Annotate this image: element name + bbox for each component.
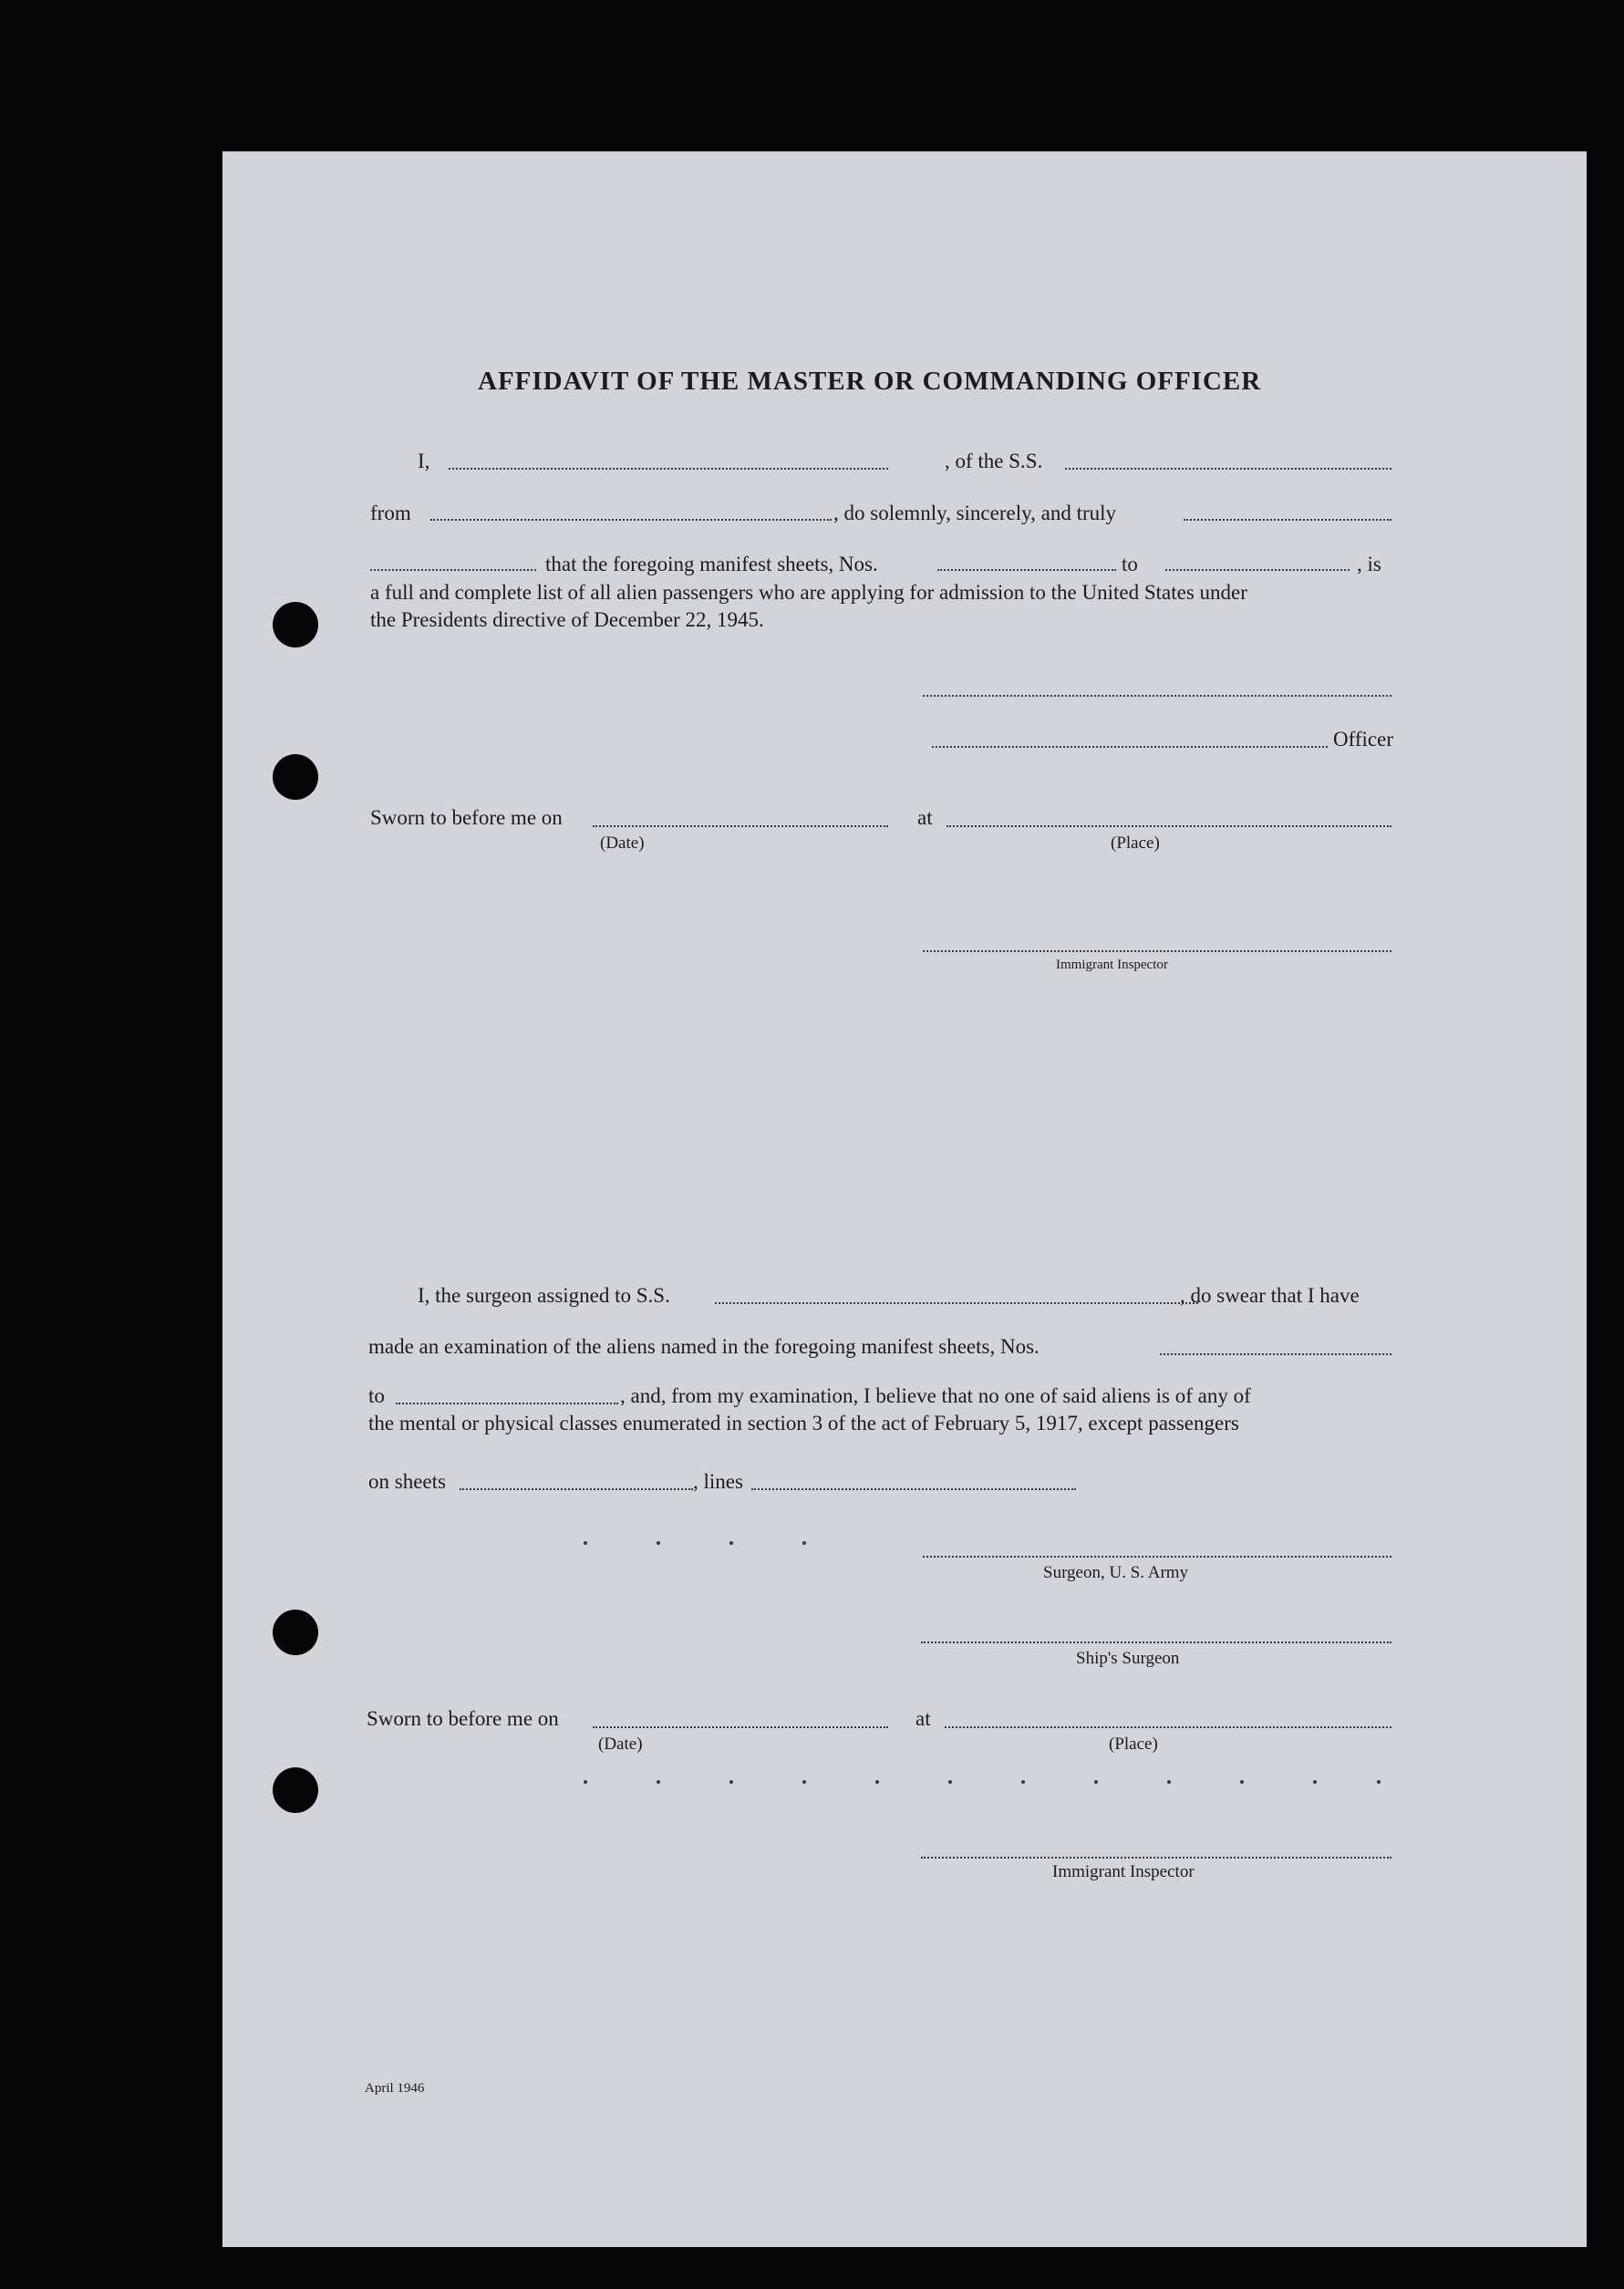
surgeon-inspector-line[interactable] bbox=[921, 1857, 1391, 1859]
master-sheets-to-field[interactable] bbox=[1165, 569, 1350, 571]
officer-signature-line[interactable] bbox=[932, 746, 1328, 748]
ink-speck bbox=[1313, 1780, 1317, 1784]
ship-surgeon-caption: Ship's Surgeon bbox=[1076, 1649, 1180, 1668]
surgeon-place-caption: (Place) bbox=[1109, 1735, 1158, 1754]
master-from-label: from bbox=[370, 502, 411, 524]
ink-speck bbox=[729, 1541, 733, 1545]
master-to-label: to bbox=[1122, 553, 1138, 575]
ink-speck bbox=[1094, 1780, 1098, 1784]
master-ship-text: , of the S.S. bbox=[945, 450, 1043, 472]
form-date-footer: April 1946 bbox=[365, 2081, 425, 2096]
ink-speck bbox=[1167, 1780, 1171, 1784]
surgeon-sheets-field[interactable] bbox=[460, 1488, 693, 1490]
surgeon-lines-label: , lines bbox=[693, 1470, 743, 1493]
surgeon-lines-field[interactable] bbox=[751, 1488, 1076, 1490]
surgeon-sheets-from-field[interactable] bbox=[1160, 1353, 1391, 1355]
punch-hole bbox=[273, 1767, 318, 1813]
master-sheets-text: that the foregoing manifest sheets, Nos. bbox=[545, 553, 878, 575]
ship-surgeon-signature-line[interactable] bbox=[921, 1642, 1391, 1643]
ink-speck bbox=[657, 1541, 660, 1545]
master-from-field[interactable] bbox=[430, 519, 832, 521]
ink-speck bbox=[584, 1541, 587, 1545]
master-solemnly-text: , do solemnly, sincerely, and truly bbox=[833, 502, 1117, 524]
surgeon-date-caption: (Date) bbox=[598, 1735, 643, 1754]
surgeon-sworn-place-field[interactable] bbox=[945, 1726, 1391, 1728]
master-ship-field[interactable] bbox=[1065, 468, 1391, 470]
punch-hole bbox=[273, 754, 318, 800]
army-surgeon-signature-line[interactable] bbox=[923, 1556, 1391, 1558]
ink-speck bbox=[729, 1780, 733, 1784]
form-paper bbox=[222, 151, 1587, 2247]
officer-label: Officer bbox=[1333, 728, 1393, 751]
master-sworn-label: Sworn to before me on bbox=[370, 806, 563, 829]
form-title: AFFIDAVIT OF THE MASTER OR COMMANDING OFFICER bbox=[478, 367, 1262, 396]
punch-hole bbox=[273, 1610, 318, 1655]
master-name-field[interactable] bbox=[449, 468, 888, 470]
master-statement-line-2: the Presidents directive of December 22, 1945. bbox=[370, 608, 764, 631]
master-sheets-from-field[interactable] bbox=[937, 569, 1116, 571]
punch-hole bbox=[273, 602, 318, 647]
surgeon-exam-text: made an examination of the aliens named in the foregoing manifest sheets, Nos. bbox=[368, 1335, 1040, 1358]
master-at-label: at bbox=[917, 806, 933, 829]
army-surgeon-caption: Surgeon, U. S. Army bbox=[1043, 1563, 1189, 1582]
surgeon-ship-field[interactable] bbox=[715, 1302, 1198, 1304]
surgeon-sworn-date-field[interactable] bbox=[593, 1726, 888, 1728]
surgeon-at-label: at bbox=[915, 1707, 931, 1730]
ink-speck bbox=[948, 1780, 952, 1784]
master-sworn-date-field[interactable] bbox=[593, 825, 888, 827]
surgeon-sheets-label: on sheets bbox=[368, 1470, 446, 1493]
ink-speck bbox=[802, 1780, 806, 1784]
master-signature-line[interactable] bbox=[923, 695, 1391, 697]
ink-speck bbox=[1240, 1780, 1244, 1784]
master-date-caption: (Date) bbox=[600, 834, 645, 853]
master-oath-field[interactable] bbox=[370, 569, 536, 571]
master-inspector-caption: Immigrant Inspector bbox=[1056, 958, 1168, 972]
master-place-caption: (Place) bbox=[1111, 834, 1160, 853]
master-truly-field[interactable] bbox=[1184, 519, 1391, 521]
ink-speck bbox=[657, 1780, 660, 1784]
ink-speck bbox=[802, 1541, 806, 1545]
ink-speck bbox=[1021, 1780, 1025, 1784]
ink-speck bbox=[1377, 1780, 1381, 1784]
surgeon-inspector-caption: Immigrant Inspector bbox=[1052, 1862, 1195, 1881]
master-statement-line-1: a full and complete list of all alien passengers who are applying for admission to the United States under bbox=[370, 581, 1247, 604]
surgeon-to-label: to bbox=[368, 1384, 385, 1407]
surgeon-sworn-label: Sworn to before me on bbox=[367, 1707, 559, 1730]
master-inspector-line[interactable] bbox=[923, 950, 1391, 952]
surgeon-swear-text: , do swear that I have bbox=[1180, 1284, 1360, 1307]
ink-speck bbox=[875, 1780, 879, 1784]
surgeon-belief-text: , and, from my examination, I believe that no one of said aliens is of any of bbox=[620, 1384, 1251, 1407]
master-sworn-place-field[interactable] bbox=[946, 825, 1391, 827]
ink-speck bbox=[584, 1780, 587, 1784]
surgeon-ship-text: I, the surgeon assigned to S.S. bbox=[418, 1284, 670, 1307]
surgeon-sheets-to-field[interactable] bbox=[396, 1403, 618, 1404]
master-name-prefix: I, bbox=[418, 450, 430, 472]
surgeon-classes-text: the mental or physical classes enumerated in section 3 of the act of February 5, 1917, except passengers bbox=[368, 1412, 1239, 1435]
master-is-text: , is bbox=[1357, 553, 1381, 575]
